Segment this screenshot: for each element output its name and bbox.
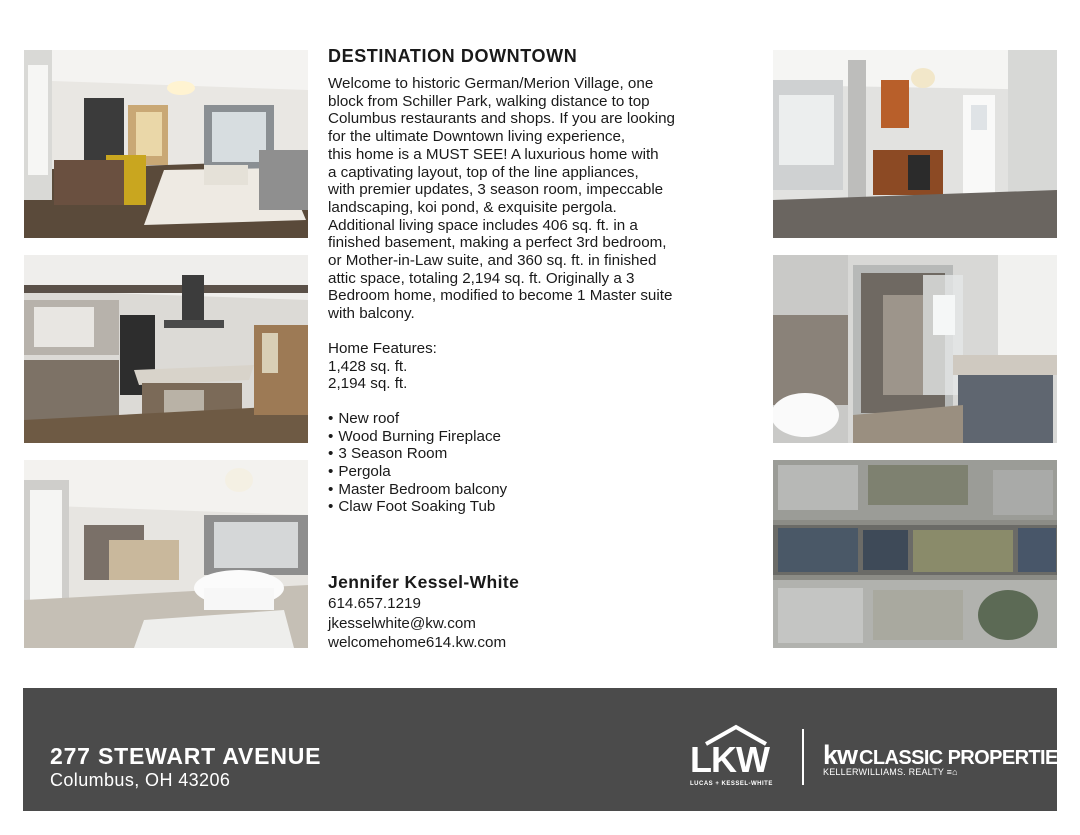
features-list bbox=[328, 410, 758, 516]
description-line: Additional living space includes 406 sq. ft. in a bbox=[328, 216, 638, 234]
description-line: landscaping, koi pond, & exquisite pergola. bbox=[328, 198, 617, 216]
bathroom-photo bbox=[773, 255, 1057, 443]
agent-name: Jennifer Kessel-White bbox=[328, 572, 520, 592]
description-line: block from Schiller Park, walking distance to top bbox=[328, 92, 650, 110]
address-street: 277 STEWART AVENUE bbox=[50, 743, 322, 769]
description-line: a captivating layout, top of the line appliances, bbox=[328, 163, 639, 181]
list-item: • New roof bbox=[328, 410, 758, 428]
description-line: Welcome to historic German/Merion Village, one bbox=[328, 75, 654, 92]
features-sqft: 2,194 sq. ft. bbox=[328, 375, 408, 393]
logo-divider bbox=[802, 729, 804, 785]
agent-contact bbox=[328, 572, 758, 653]
description-line: attic space, totaling 2,194 sq. ft. Originally a 3 bbox=[328, 269, 635, 287]
agent-phone[interactable]: 614.657.1219 bbox=[328, 595, 421, 612]
address-city: Columbus, OH 43206 bbox=[50, 770, 231, 790]
office-hallway-photo bbox=[773, 50, 1057, 238]
description-line: Columbus restaurants and shops. If you are looking bbox=[328, 110, 675, 128]
list-item: • Claw Foot Soaking Tub bbox=[328, 498, 758, 516]
description-line: with premier updates, 3 season room, impeccable bbox=[328, 181, 664, 199]
lkw-logo bbox=[686, 724, 782, 786]
aerial-view-photo bbox=[773, 460, 1057, 648]
kw-brand-name: CLASSIC PROPERTIES bbox=[859, 747, 1071, 769]
description-line: this home is a MUST SEE! A luxurious home with bbox=[328, 145, 659, 163]
description-line: finished basement, making a perfect 3rd bedroom, bbox=[328, 234, 667, 252]
description-line: with balcony. bbox=[328, 305, 415, 323]
master-bedroom-photo bbox=[24, 460, 308, 648]
kw-logo-mark: kw bbox=[823, 740, 858, 770]
footer-banner bbox=[23, 688, 1071, 811]
list-item: • 3 Season Room bbox=[328, 445, 758, 463]
description bbox=[328, 75, 758, 323]
kw-subtitle: KELLERWILLIAMS. REALTY ≡⌂ bbox=[823, 767, 958, 777]
features-title: Home Features: bbox=[328, 339, 437, 357]
agent-email[interactable]: jkesselwhite@kw.com bbox=[328, 614, 476, 632]
lkw-letters: LKW bbox=[690, 739, 769, 780]
equal-housing-icon: ≡⌂ bbox=[946, 767, 958, 777]
listing-copy bbox=[328, 46, 758, 516]
features-sqft: 1,428 sq. ft. bbox=[328, 357, 408, 375]
kitchen-photo bbox=[24, 255, 308, 443]
headline: DESTINATION DOWNTOWN bbox=[328, 46, 578, 66]
list-item: • Wood Burning Fireplace bbox=[328, 428, 758, 446]
description-line: or Mother-in-Law suite, and 360 sq. ft. in finished bbox=[328, 252, 657, 270]
living-room-photo bbox=[24, 50, 308, 238]
description-line: Bedroom home, modified to become 1 Master suite bbox=[328, 287, 673, 305]
lkw-subtitle: LUCAS + KESSEL-WHITE bbox=[690, 781, 773, 787]
agent-website[interactable]: welcomehome614.kw.com bbox=[328, 634, 507, 651]
list-item: • Pergola bbox=[328, 463, 758, 481]
list-item: • Master Bedroom balcony bbox=[328, 481, 758, 499]
description-line: for the ultimate Downtown living experience, bbox=[328, 128, 626, 146]
